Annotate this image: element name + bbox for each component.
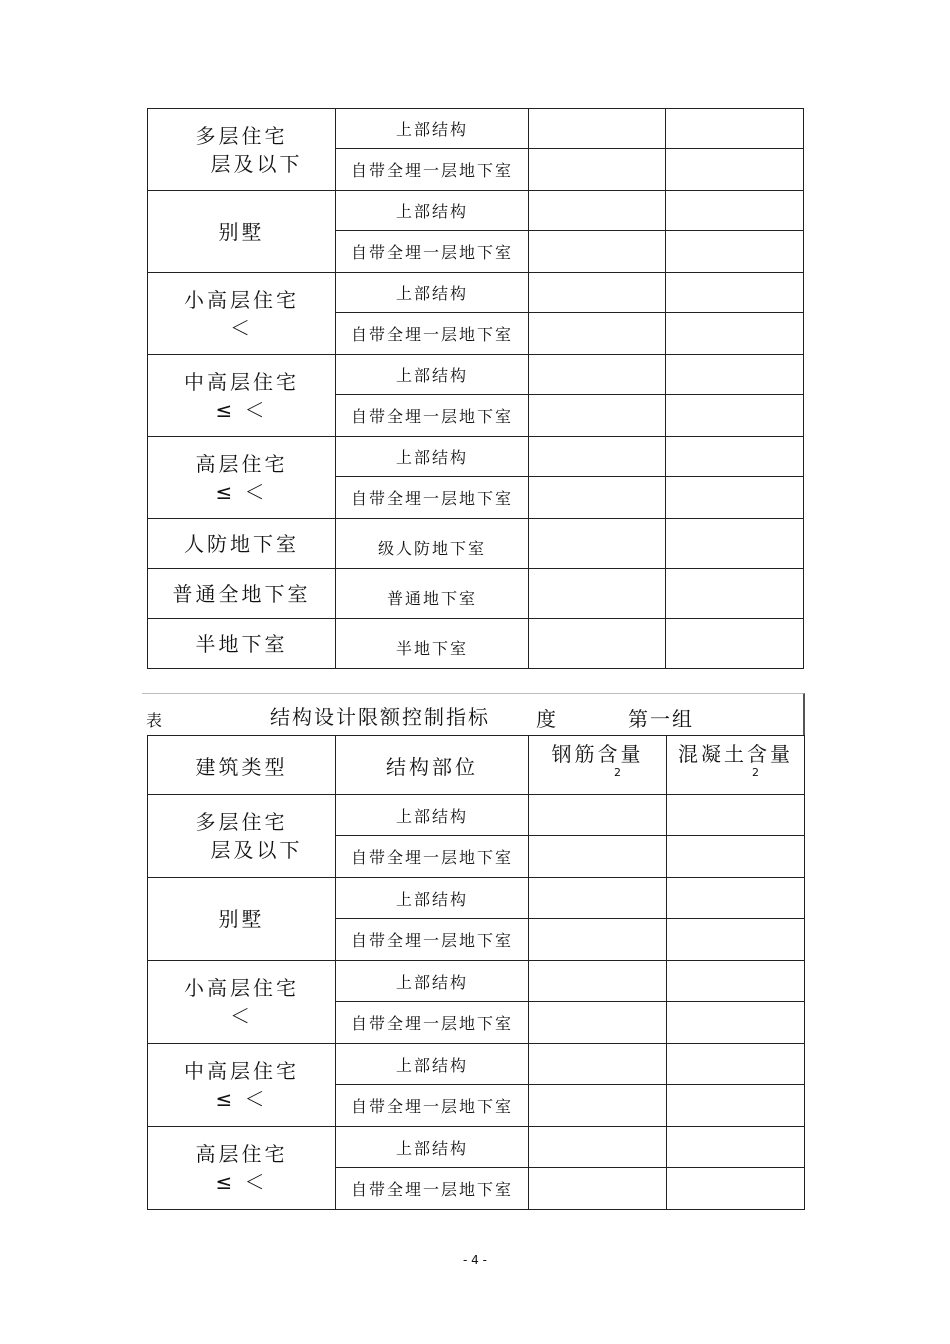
concrete-content-cell [666, 437, 804, 477]
concrete-content-cell [667, 878, 805, 919]
steel-content-cell [529, 1085, 667, 1127]
steel-content-cell [529, 191, 666, 231]
structure-part-cell: 普通地下室 [336, 569, 529, 619]
structure-part-cell: 上部结构 [336, 1127, 529, 1168]
building-type-line: 普通全地下室 [172, 581, 311, 606]
header-concrete-content [667, 736, 805, 795]
steel-content-cell [529, 313, 666, 355]
table-row [148, 519, 804, 569]
building-type-line: ＜ [230, 315, 253, 340]
table-row [148, 619, 804, 669]
building-type-cell [148, 519, 336, 569]
steel-content-cell [529, 1044, 667, 1085]
steel-content-cell [529, 231, 666, 273]
steel-content-cell [529, 519, 666, 569]
table-row [148, 355, 804, 395]
concrete-content-cell [667, 1002, 805, 1044]
concrete-label: 混凝土含量 [678, 742, 793, 766]
building-type-line: 高层住宅 [195, 451, 288, 476]
structure-part-cell: 半地下室 [336, 619, 529, 669]
building-type-cell [148, 191, 336, 273]
steel-content-cell [529, 395, 666, 437]
building-type-cell [148, 961, 336, 1044]
building-type-line: 别墅 [218, 219, 265, 244]
steel-content-cell [529, 1168, 667, 1210]
structure-part-cell: 上部结构 [336, 355, 529, 395]
concrete-content-cell [667, 1127, 805, 1168]
steel-content-cell [529, 836, 667, 878]
structure-part-cell: 上部结构 [336, 878, 529, 919]
structure-part-cell: 自带全埋一层地下室 [336, 477, 529, 519]
steel-content-cell [529, 149, 666, 191]
table-row [148, 109, 804, 149]
steel-label: 钢筋含量 [551, 742, 644, 766]
header-structure-part: 结构部位 [336, 736, 529, 795]
steel-content-cell [529, 795, 667, 836]
concrete-content-cell [666, 313, 804, 355]
steel-content-cell [529, 355, 666, 395]
header-row [148, 736, 805, 795]
lower-indicator-table [147, 735, 805, 1210]
building-type-line: 高层住宅 [195, 1142, 288, 1166]
structure-part-cell: 上部结构 [336, 1044, 529, 1085]
steel-content-cell [529, 919, 667, 961]
structure-part-cell: 上部结构 [336, 795, 529, 836]
concrete-content-cell [667, 1168, 805, 1210]
concrete-content-cell [666, 569, 804, 619]
table-row [148, 1127, 805, 1168]
table-row [148, 795, 805, 836]
table-title: 结构设计限额控制指标 [270, 705, 490, 729]
structure-part-cell: 自带全埋一层地下室 [336, 1085, 529, 1127]
table-degree: 度 [536, 707, 558, 731]
steel-content-cell [529, 1127, 667, 1168]
building-type-line: 层及以下 [210, 151, 303, 176]
structure-part-cell: 自带全埋一层地下室 [336, 395, 529, 437]
building-type-cell [148, 1127, 336, 1210]
structure-part-cell: 自带全埋一层地下室 [336, 1002, 529, 1044]
building-type-line: 别墅 [218, 907, 265, 931]
steel-content-cell [529, 109, 666, 149]
building-type-line: ≤ ＜ [215, 479, 268, 504]
steel-content-cell [529, 1002, 667, 1044]
structure-part-cell: 上部结构 [336, 109, 529, 149]
structure-part-cell: 自带全埋一层地下室 [336, 231, 529, 273]
concrete-content-cell [667, 961, 805, 1002]
concrete-content-cell [666, 519, 804, 569]
table-prefix: 表 [146, 711, 163, 730]
structure-part-cell: 级人防地下室 [336, 519, 529, 569]
concrete-content-cell [667, 919, 805, 961]
building-type-line: ≤ ＜ [215, 1170, 268, 1194]
concrete-content-cell [667, 1044, 805, 1085]
concrete-content-cell [666, 619, 804, 669]
concrete-content-cell [667, 1085, 805, 1127]
table-row [148, 961, 805, 1002]
building-type-line: ≤ ＜ [215, 397, 268, 422]
building-type-cell [148, 878, 336, 961]
concrete-content-cell [666, 231, 804, 273]
table-row [148, 437, 804, 477]
concrete-unit: 2 [752, 766, 759, 779]
concrete-content-cell [666, 395, 804, 437]
building-type-line: 小高层住宅 [184, 287, 299, 312]
page-number: - 4 - [463, 1253, 487, 1267]
building-type-cell [148, 569, 336, 619]
upper-indicator-table [147, 108, 804, 669]
concrete-content-cell [667, 836, 805, 878]
table-row [148, 273, 804, 313]
building-type-cell [148, 1044, 336, 1127]
building-type-line: 中高层住宅 [184, 1059, 299, 1083]
steel-content-cell [529, 878, 667, 919]
steel-content-cell [529, 477, 666, 519]
concrete-content-cell [666, 477, 804, 519]
building-type-cell [148, 109, 336, 191]
building-type-cell [148, 437, 336, 519]
steel-unit: 2 [614, 766, 621, 779]
steel-content-cell [529, 569, 666, 619]
steel-content-cell [529, 273, 666, 313]
concrete-content-cell [666, 191, 804, 231]
structure-part-cell: 上部结构 [336, 437, 529, 477]
table-row [148, 1044, 805, 1085]
structure-part-cell: 自带全埋一层地下室 [336, 836, 529, 878]
structure-part-cell: 上部结构 [336, 961, 529, 1002]
steel-content-cell [529, 961, 667, 1002]
concrete-content-cell [666, 355, 804, 395]
building-type-line: 层及以下 [210, 838, 303, 862]
steel-content-cell [529, 619, 666, 669]
structure-part-cell: 自带全埋一层地下室 [336, 1168, 529, 1210]
concrete-content-cell [667, 795, 805, 836]
building-type-cell [148, 273, 336, 355]
concrete-content-cell [666, 273, 804, 313]
building-type-line: 多层住宅 [195, 123, 288, 148]
structure-part-cell: 自带全埋一层地下室 [336, 313, 529, 355]
building-type-line: ＜ [230, 1004, 253, 1028]
building-type-line: 小高层住宅 [184, 976, 299, 1000]
building-type-cell [148, 619, 336, 669]
building-type-line: 多层住宅 [195, 810, 288, 834]
header-building-type: 建筑类型 [148, 736, 336, 795]
structure-part-cell: 自带全埋一层地下室 [336, 919, 529, 961]
building-type-cell [148, 355, 336, 437]
concrete-content-cell [666, 109, 804, 149]
building-type-line: ≤ ＜ [215, 1087, 268, 1111]
table-row [148, 569, 804, 619]
building-type-line: 人防地下室 [184, 531, 299, 556]
steel-content-cell [529, 437, 666, 477]
table-row [148, 878, 805, 919]
header-steel-content [529, 736, 667, 795]
concrete-content-cell [666, 149, 804, 191]
table-title-bar [142, 693, 805, 735]
building-type-line: 中高层住宅 [184, 369, 299, 394]
structure-part-cell: 上部结构 [336, 273, 529, 313]
structure-part-cell: 上部结构 [336, 191, 529, 231]
building-type-line: 半地下室 [195, 631, 288, 656]
structure-part-cell: 自带全埋一层地下室 [336, 149, 529, 191]
table-group: 第一组 [628, 707, 694, 731]
table-row [148, 191, 804, 231]
building-type-cell [148, 795, 336, 878]
